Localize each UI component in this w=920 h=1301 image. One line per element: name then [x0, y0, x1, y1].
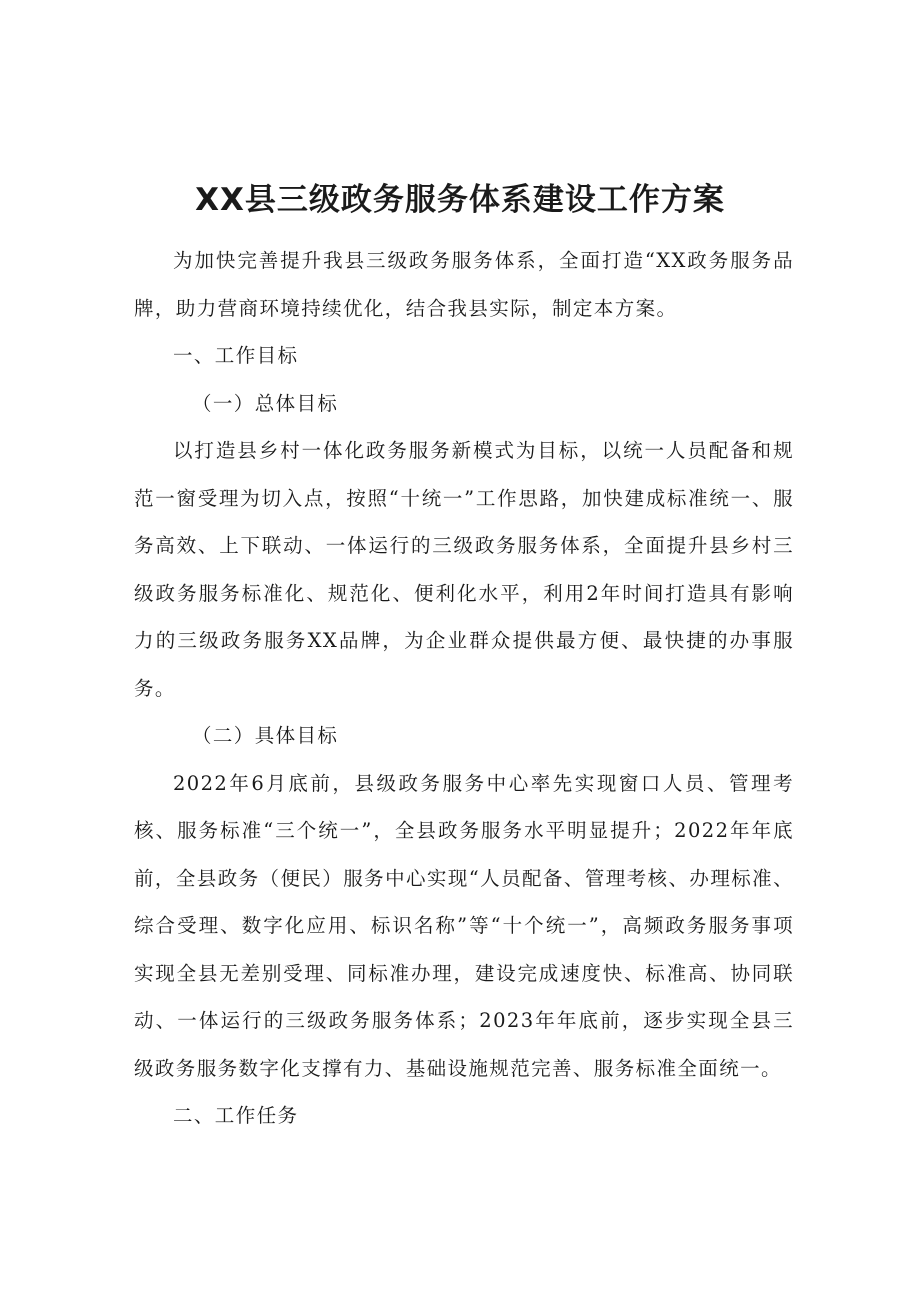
specific-goal-paragraph: 2022年6月底前，县级政务服务中心率先实现窗口人员、管理考核、服务标准“三个统一”，全县政务服务水平明显提升；2022年年底前，全县政务（便民）服务中心实现“人员配备、管理考核、办理标准、综合受理、数字化应用、标识名称”等“十个统一”，高频政务服务事项实现全县无差别受理、同标准办理，建设完成速度快、标准高、协同联动、一体运行的三级政务服务体系；2023年年底前，逐步实现全县三级政务服务数字化支撑有力、基础设施规范完善、服务标准全面统一。: [134, 771, 794, 1080]
subsection-heading-overall: （一）总体目标: [192, 391, 339, 415]
overall-goal-paragraph: 以打造县乡村一体化政务服务新模式为目标，以统一人员配备和规范一窗受理为切入点，按照“十统一”工作思路，加快建成标准统一、服务高效、上下联动、一体运行的三级政务服务体系，全面提升县乡村三级政务服务标准化、规范化、便利化水平，利用2年时间打造具有影响力的三级政务服务XX品牌，为企业群众提供最方便、最快捷的办事服务。: [134, 439, 794, 700]
subsection-heading-specific: （二）具体目标: [192, 724, 339, 747]
intro-paragraph: 为加快完善提升我县三级政务服务体系，全面打造“XX政务服务品牌，助力营商环境持续优化，结合我县实际，制定本方案。: [134, 249, 794, 320]
document-title: XX县三级政务服务体系建设工作方案: [195, 182, 725, 218]
section-heading-tasks: 二、工作任务: [173, 1104, 299, 1127]
section-heading-goals: 一、工作目标: [173, 344, 299, 367]
document-body: [134, 237, 794, 1140]
